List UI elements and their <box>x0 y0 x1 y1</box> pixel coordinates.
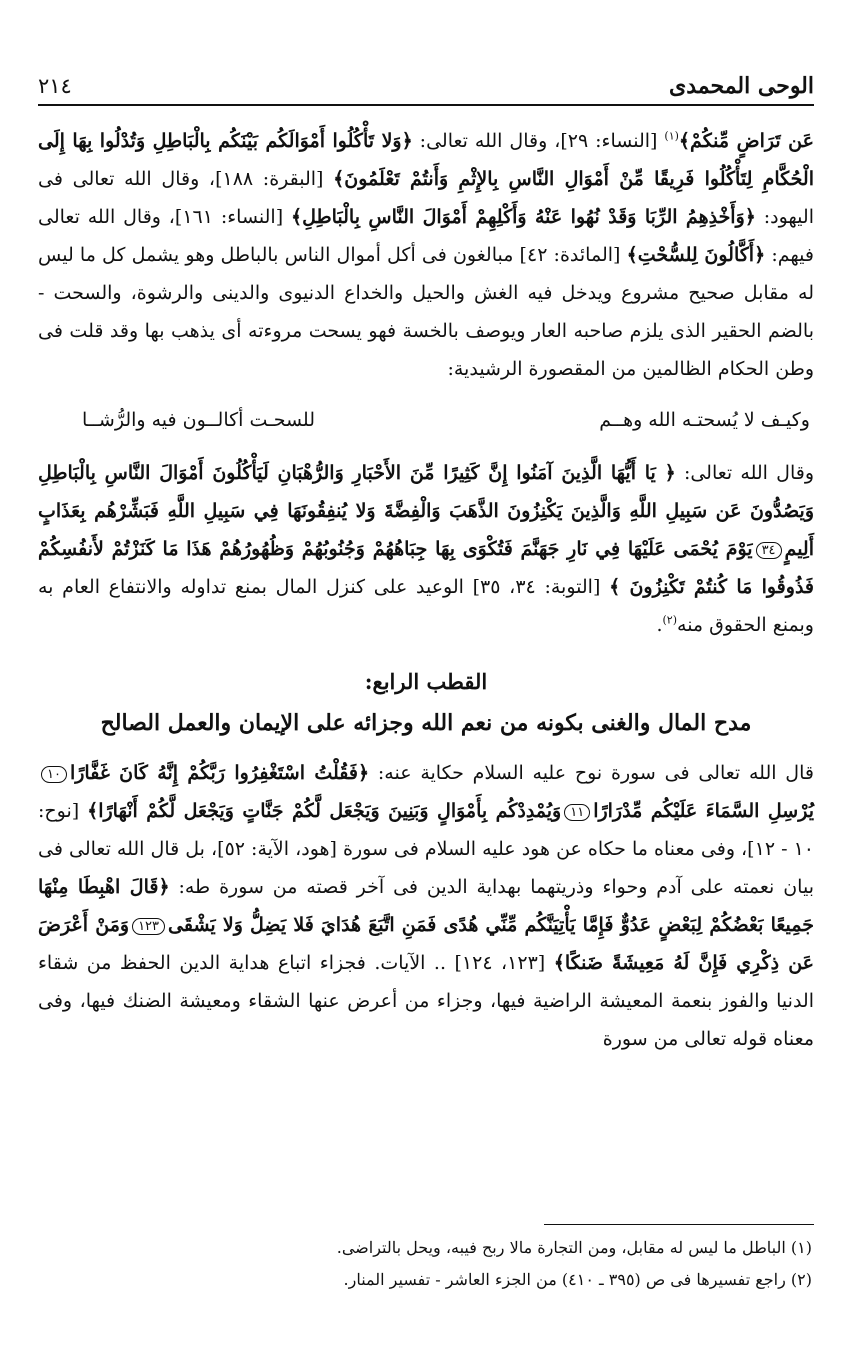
header-divider <box>38 104 814 106</box>
quran-quote: وَمَنْ أَعْرَضَ عَن ذِكْرِي فَإِنَّ لَهُ مَعِيشَةً ضَنكًا﴾ <box>38 914 814 974</box>
poem-second-hemistich: للسحـت أكالــون فيه والرُّشــا <box>82 409 316 431</box>
running-title: الوحى المحمدى <box>669 73 814 99</box>
paragraph-2 <box>38 454 814 644</box>
text-run: [نوح: ١٠ - ١٢]، وفى معناه ما حكاه عن هود عليه السلام فى سورة [هود، الآية: ٥٢]، بل قال الله تعالى فى بيان نعمته على آدم وحواء وذريتهما بهداية الدين فى آخر قصته من سورة طه: <box>38 800 815 898</box>
text-run: [التوبة: ٣٤، ٣٥] الوعيد على كنزل المال بمنع تداوله والانتفاع العام به وبمنع الحقوق منه <box>38 576 814 636</box>
quran-quote: ﴿وَلا تَأْكُلُوا أَمْوَالَكُم بَيْنَكُم بِالْبَاطِلِ وَتُدْلُوا بِهَا إِلَى الْحُكَّامِ لِتَأْكُلُوا فَرِيقًا مِّنْ أَمْوَالِ النَّاسِ بِالإِثْمِ وَأَنتُمْ تَعْلَمُونَ﴾ <box>38 130 815 190</box>
section-title: القطب الرابع: <box>364 669 488 694</box>
poem-verse <box>82 400 810 440</box>
text-run: [١٢٣، ١٢٤] .. الآيات. فجزاء اتباع هداية الدين الحفظ من شقاء الدنيا والفوز بنعمة المعيشة الراضية فيها، وجزاء من أعرض عنها الشقاء ومعيشة الضنك فيها، وفى معناه قوله تعالى من سورة <box>38 952 814 1050</box>
ayah-number-marker: ١٠ <box>41 766 67 783</box>
ayah-number-marker: ٣٤ <box>756 542 782 559</box>
quran-quote: ﴿فَقُلْتُ اسْتَغْفِرُوا رَبَّكُمْ إِنَّهُ كَانَ غَفَّارًا <box>69 762 370 784</box>
quran-quote: ﴿وَأَخْذِهِمُ الرِّبَا وَقَدْ نُهُوا عَنْهُ وَأَكْلِهِمْ أَمْوَالَ النَّاسِ بِالْبَاطِلِ﴾ <box>290 206 756 228</box>
footnote-1: (١) الباطل ما ليس له مقابل، ومن التجارة مالا ربح فيبه، ويحل بالتراضى. <box>336 1238 812 1257</box>
footnote-divider <box>544 1224 814 1225</box>
quran-quote: ﴿قَالَ اهْبِطَا مِنْهَا جَمِيعًا بَعْضُكُمْ لِبَعْضٍ عَدُوٌّ فَإِمَّا يَأْتِيَنَّكُم مِّنِّي هُدًى فَمَنِ اتَّبَعَ هُدَايَ فَلا يَضِلُّ وَلا يَشْقَى <box>38 876 814 936</box>
footnote-ref-2[interactable]: (٢) <box>662 613 678 627</box>
ayah-number-marker: ١٢٣ <box>132 918 165 935</box>
text-run: [النساء: ١٦١]، وقال الله تعالى فيهم: <box>38 206 814 266</box>
quran-quote: يَوْمَ يُحْمَى عَلَيْهَا فِي نَارِ جَهَنَّمَ فَتُكْوَى بِهَا جِبَاهُهُمْ وَجُنُوبُهُمْ وَظُهُورُهُمْ هَذَا مَا كَنَزْتُمْ لأَنفُسِكُمْ فَذُوقُوا مَا كُنتُمْ تَكْنِزُونَ ﴾ <box>38 538 814 598</box>
footnotes <box>38 1232 814 1296</box>
quran-quote: عَن تَرَاضٍ مِّنكُمْ <box>690 130 814 152</box>
page-number: ٢١٤ <box>38 74 72 98</box>
page-body <box>38 122 814 1058</box>
quran-quote: ﴿أَكَّالُونَ لِلسُّحْتِ﴾ <box>626 244 766 266</box>
book-page <box>38 56 814 1346</box>
paragraph-3 <box>38 754 814 1058</box>
poem-first-hemistich: وكيـف لا يُسحتـه الله وهــم <box>599 409 810 431</box>
quran-quote: وَيُمْدِدْكُم بِأَمْوَالٍ وَبَنِينَ وَيَجْعَل لَّكُمْ جَنَّاتٍ وَيَجْعَل لَّكُمْ أَنْهَارًا﴾ <box>87 800 562 822</box>
footnote-ref-1[interactable]: (١) <box>664 129 679 143</box>
text-run: [المائدة: ٤٢] مبالغون فى أكل أموال الناس بالباطل وهو يشمل كل ما ليس له مقابل صحيح مشروع ويدخل فيه الغش والحيل والخداع الدنيوى والدينى والرشوة، والسحت - بالضم الحقير الذى يلزم صاحبه العار ويوصف بالخسة فهو يسحت مروءته أى يذهب بها وقد قلت فى وطن الحكام الظالمين من المقصورة الرشيدية: <box>38 244 814 380</box>
text-run: [البقرة: ١٨٨]، وقال الله تعالى فى اليهود: <box>38 168 814 228</box>
quran-quote: ﴿ يَا أَيُّهَا الَّذِينَ آمَنُوا إِنَّ كَثِيرًا مِّنَ الأَحْبَارِ وَالرُّهْبَانِ لَيَأْكُلُونَ أَمْوَالَ النَّاسِ بِالْبَاطِلِ وَيَصُدُّونَ عَن سَبِيلِ اللَّهِ وَالَّذِينَ يَكْنِزُونَ الذَّهَبَ وَالْفِضَّةَ وَلا يُنفِقُونَهَا فِي سَبِيلِ اللَّهِ فَبَشِّرْهُم بِعَذَابٍ أَلِيمٍ <box>38 462 814 560</box>
text-run: . <box>656 614 663 636</box>
section-subtitle: مدح المال والغنى بكونه من نعم الله وجزائه على الإيمان والعمل الصالح <box>100 710 752 736</box>
page-header <box>38 66 814 106</box>
section-heading <box>38 662 814 744</box>
text-run: وقال الله تعالى: <box>675 462 814 484</box>
paragraph-1 <box>38 122 814 388</box>
quran-quote: يُرْسِلِ السَّمَاءَ عَلَيْكُم مِّدْرَارًا <box>593 800 814 822</box>
text-run: قال الله تعالى فى سورة نوح عليه السلام حكاية عنه: <box>369 762 814 784</box>
quote-close-bracket: ﴾ <box>678 130 691 152</box>
ayah-number-marker: ١١ <box>564 804 590 821</box>
text-run: [النساء: ٢٩]، وقال الله تعالى: <box>412 130 665 152</box>
footnote-2: (٢) راجع تفسيرها فى ص (٣٩٥ ـ ٤١٠) من الجزء العاشر - تفسير المنار. <box>343 1270 812 1289</box>
